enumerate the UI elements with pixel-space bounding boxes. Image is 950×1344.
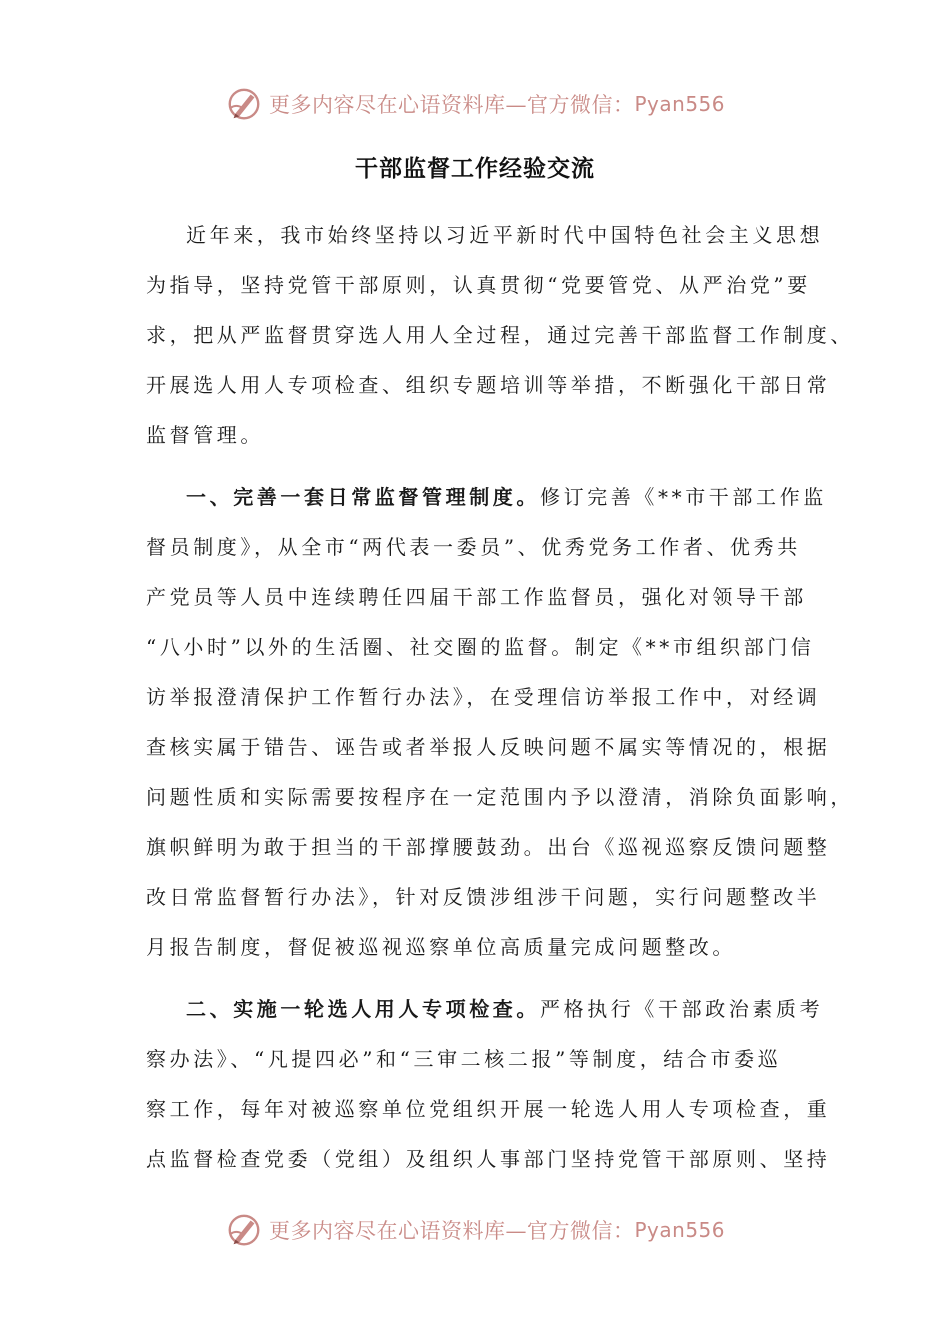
watermark-footer — [0, 1208, 950, 1252]
watermark-text: 更多内容尽在心语资料库—官方微信： — [268, 93, 635, 117]
text-line: 点监督检查党委（党组）及组织人事部门坚持党管干部原则、坚持 — [146, 1147, 831, 1171]
section-2-heading: 二、实施一轮选人用人专项检查。 — [186, 997, 540, 1021]
text-line — [146, 472, 827, 522]
text-line: 旗帜鲜明为敢于担当的干部撑腰鼓劲。出台《巡视巡察反馈问题整 — [146, 835, 831, 859]
text-line: 开展选人用人专项检查、组织专题培训等举措，不断强化干部日常 — [146, 373, 831, 397]
section-1-paragraph — [146, 472, 854, 972]
section-1-heading: 一、完善一套日常监督管理制度。 — [186, 485, 540, 509]
pen-logo-icon — [225, 85, 263, 123]
document-body — [146, 210, 854, 1184]
section-2-paragraph — [146, 984, 831, 1184]
text-line: 为指导，坚持党管干部原则，认真贯彻“党要管党、从严治党”要 — [146, 273, 811, 297]
pen-logo-icon — [225, 1211, 263, 1249]
text-line: 访举报澄清保护工作暂行办法》，在受理信访举报工作中，对经调 — [146, 685, 821, 709]
text-line: 察工作，每年对被巡察单位党组织开展一轮选人用人专项检查，重 — [146, 1097, 831, 1121]
watermark-wechat-id: Pyan556 — [634, 92, 725, 116]
text-line: 问题性质和实际需要按程序在一定范围内予以澄清，消除负面影响， — [146, 785, 854, 809]
text-line: 月报告制度，督促被巡视巡察单位高质量完成问题整改。 — [146, 935, 736, 959]
text-line: 近年来，我市始终坚持以习近平新时代中国特色社会主义思想 — [186, 223, 824, 247]
text-line: 督员制度》，从全市“两代表一委员”、优秀党务工作者、优秀共 — [146, 535, 801, 559]
intro-paragraph — [146, 210, 854, 460]
text-line: 查核实属于错告、诬告或者举报人反映问题不属实等情况的，根据 — [146, 735, 831, 759]
text-line: 改日常监督暂行办法》，针对反馈涉组涉干问题，实行问题整改半 — [146, 885, 821, 909]
watermark-header — [0, 82, 950, 126]
watermark-wechat-id: Pyan556 — [634, 1218, 725, 1242]
section-1-text: 修订完善《**市干部工作监 — [540, 485, 827, 509]
watermark-text: 更多内容尽在心语资料库—官方微信： — [268, 1219, 635, 1243]
text-line: 监督管理。 — [146, 423, 264, 447]
text-line: “八小时”以外的生活圈、社交圈的监督。制定《**市组织部门信 — [146, 635, 815, 659]
document-title: 干部监督工作经验交流 — [355, 155, 595, 182]
section-2-text: 严格执行《干部政治素质考 — [540, 997, 824, 1021]
text-line: 产党员等人员中连续聘任四届干部工作监督员，强化对领导干部 — [146, 585, 807, 609]
text-line — [146, 984, 824, 1034]
text-line: 求，把从严监督贯穿选人用人全过程，通过完善干部监督工作制度、 — [146, 323, 854, 347]
text-line: 察办法》、“凡提四必”和“三审二核二报”等制度，结合市委巡 — [146, 1047, 782, 1071]
